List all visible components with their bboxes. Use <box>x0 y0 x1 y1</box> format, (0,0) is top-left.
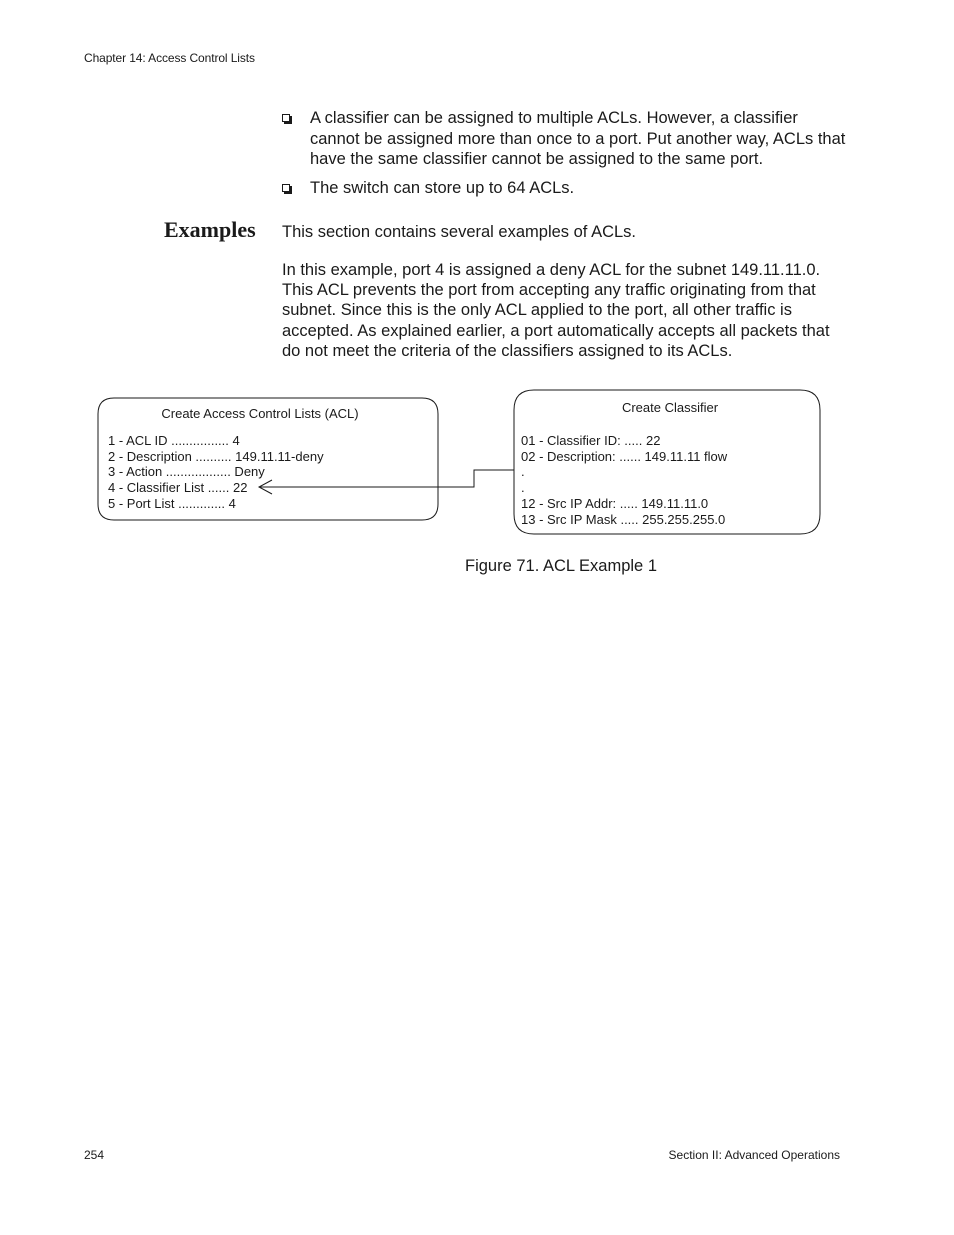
bullet-list <box>282 108 852 206</box>
connector-line <box>260 470 514 487</box>
classifier-field-line: . <box>521 464 525 479</box>
bullet-item <box>282 108 852 170</box>
chapter-header: Chapter 14: Access Control Lists <box>84 51 255 65</box>
footer-section: Section II: Advanced Operations <box>668 1148 840 1162</box>
classifier-field-line: 02 - Description: ...... 149.11.11 flow <box>521 449 728 464</box>
section-heading: Examples <box>164 217 256 242</box>
checkbox-bullet-icon <box>282 114 290 122</box>
acl-field-line: 2 - Description .......... 149.11.11-deny <box>108 449 324 464</box>
bullet-text: A classifier can be assigned to multiple ACLs. However, a classifier cannot be assigned more than once to a port. Put another way, ACLs that have the same classifier cannot be assigned to the same port. <box>310 109 846 168</box>
acl-diagram <box>0 380 954 550</box>
bullet-item <box>282 178 852 199</box>
classifier-field-line: 01 - Classifier ID: ..... 22 <box>521 433 661 448</box>
acl-box-title: Create Access Control Lists (ACL) <box>161 406 359 421</box>
acl-field-line: 5 - Port List ............. 4 <box>108 496 236 511</box>
acl-field-line: 1 - ACL ID ................ 4 <box>108 433 240 448</box>
classifier-field-line: 13 - Src IP Mask ..... 255.255.255.0 <box>521 512 726 527</box>
classifier-field-line: . <box>521 480 525 495</box>
acl-field-line: 4 - Classifier List ...... 22 <box>108 480 248 495</box>
checkbox-bullet-icon <box>282 184 290 192</box>
figure-caption: Figure 71. ACL Example 1 <box>465 557 657 575</box>
section-intro: This section contains several examples of ACLs. <box>282 223 637 241</box>
classifier-box-title: Create Classifier <box>621 400 719 415</box>
bullet-text: The switch can store up to 64 ACLs. <box>310 178 575 197</box>
classifier-field-line: 12 - Src IP Addr: ..... 149.11.11.0 <box>521 496 709 511</box>
page-number: 254 <box>84 1148 105 1162</box>
acl-field-line: 3 - Action .................. Deny <box>108 464 265 479</box>
section-body: In this example, port 4 is assigned a deny ACL for the subnet 149.11.11.0. This ACL prevents the port from accepting any traffic originating from that subnet. Since this is the only ACL applied to the port, all other traffic is accepted. As explained earlier, a port automatically accepts all packets that do not meet the criteria of the classifiers assigned to its ACLs. <box>282 261 830 360</box>
